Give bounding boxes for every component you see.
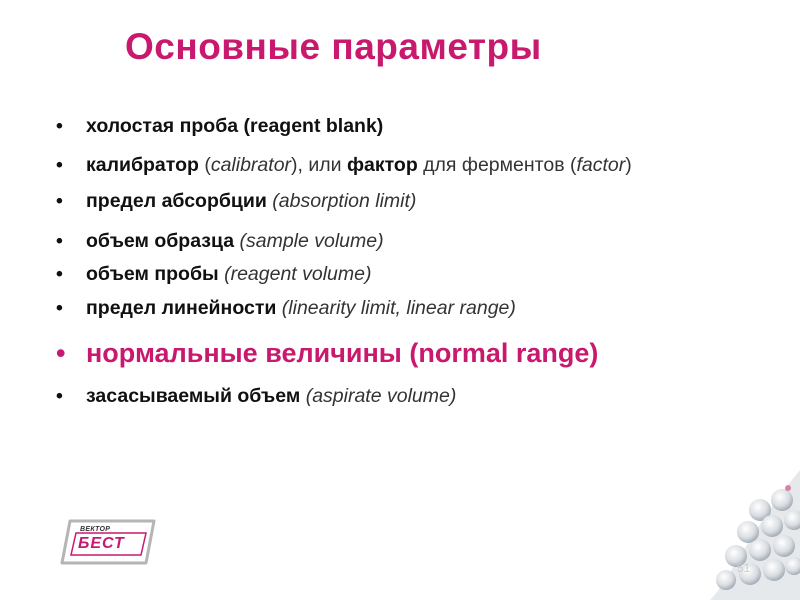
item-text: ( — [198, 154, 211, 176]
list-item — [52, 385, 772, 407]
bullet-icon: • — [56, 115, 63, 137]
item-english: (sample volume) — [239, 230, 384, 252]
item-english: (reagent volume) — [224, 263, 372, 285]
item-english: factor — [576, 154, 626, 176]
item-text: для ферментов ( — [417, 154, 577, 176]
item-term: калибратор — [86, 154, 199, 176]
bullet-icon: • — [56, 154, 63, 176]
item-english: (aspirate volume) — [305, 385, 457, 407]
bullet-list — [52, 112, 772, 407]
item-term: предел абсорбции — [86, 190, 267, 212]
item-term: нормальные величины (normal range) — [86, 338, 599, 368]
logo-brand-text: БЕСТ — [78, 535, 125, 552]
company-logo — [56, 513, 160, 573]
item-english: (linearity limit, linear range) — [281, 297, 516, 319]
highlighted-list-item — [52, 338, 772, 368]
list-item — [52, 297, 772, 319]
bullet-icon: • — [56, 263, 63, 285]
list-item — [52, 190, 772, 212]
bullet-icon: • — [56, 190, 63, 212]
item-english: calibrator — [210, 154, 292, 176]
item-term: холостая проба (reagent blank) — [86, 115, 384, 137]
item-english: (absorption limit) — [272, 190, 417, 212]
item-term: объем образца — [86, 230, 235, 252]
list-item — [52, 154, 772, 176]
slide-title: Основные параметры — [125, 26, 542, 67]
item-term: предел линейности — [86, 297, 277, 319]
page-number: 51 — [737, 561, 751, 575]
logo-small-text: ВЕКТОР — [80, 526, 111, 533]
item-term: фактор — [346, 154, 418, 176]
bullet-icon: • — [56, 230, 63, 252]
item-text: ), или — [291, 154, 347, 176]
list-item — [52, 263, 772, 285]
list-item — [52, 230, 772, 252]
bullet-icon: • — [56, 297, 63, 319]
item-term: засасываемый объем — [86, 385, 301, 407]
bullet-icon: • — [56, 338, 66, 368]
item-term: объем пробы — [86, 263, 219, 285]
item-text: ) — [625, 154, 632, 176]
bullet-icon: • — [56, 385, 63, 407]
microplate-image — [690, 470, 800, 600]
list-item — [52, 115, 772, 137]
